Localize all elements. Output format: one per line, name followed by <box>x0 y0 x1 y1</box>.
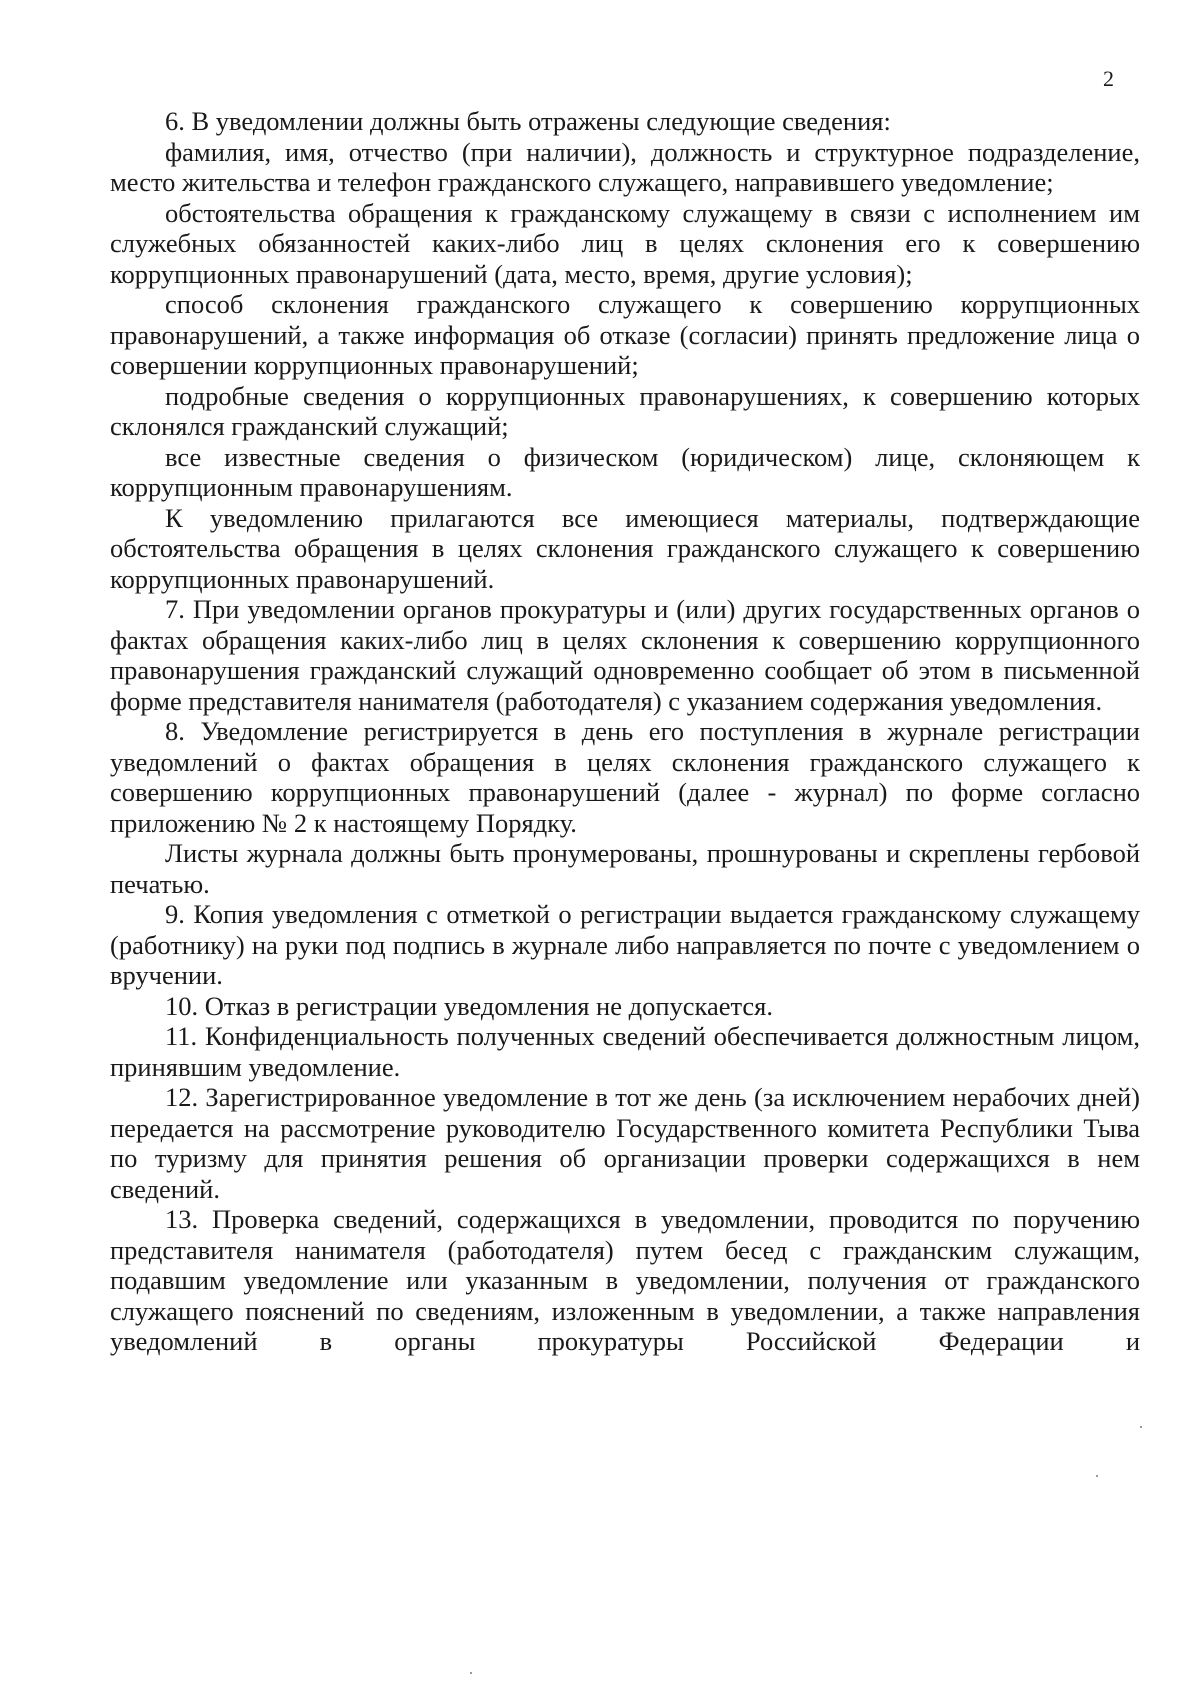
paragraph-10: 10. Отказ в регистрации уведомления не допускается. <box>165 990 773 1021</box>
paragraph-notice-fio: фамилия, имя, отчество (при наличии), должность и структурное подразделение, место жительства и телефон гражданского служащего, направившего уведомление; <box>110 136 1140 197</box>
page-number: 2 <box>1103 66 1114 91</box>
scan-speck <box>470 1672 472 1674</box>
paragraph-12: 12. Зарегистрированное уведомление в тот же день (за исключением нерабочих дней) передается на рассмотрение руководителю Государственного комитета Республики Тыва по туризму для принятия решения об организации проверки содержащихся в нем сведений. <box>110 1082 1140 1204</box>
paragraph-notice-details: подробные сведения о коррупционных правонарушениях, к совершению которых склонялся гражданский служащий; <box>110 380 1140 441</box>
document-body <box>110 106 1140 1357</box>
scan-speck <box>1096 1475 1098 1477</box>
paragraph-9: 9. Копия уведомления с отметкой о регистрации выдается гражданскому служащему (работнику) на руки под подпись в журнале либо направляется по почте с уведомлением о вручении. <box>110 899 1140 990</box>
paragraph-notice-circumstances: обстоятельства обращения к гражданскому служащему в связи с исполнением им служебных обязанностей каких-либо лиц в целях склонения его к совершению коррупционных правонарушений (дата, место, время, другие условия); <box>110 197 1140 289</box>
scan-speck <box>1140 1426 1142 1428</box>
paragraph-13: 13. Проверка сведений, содержащихся в уведомлении, проводится по поручению представителя нанимателя (работодателя) путем бесед с гражданским служащим, подавшим уведомление или указанным в уведомлении, получения от гражданского служащего пояснений по сведениям, изложенным в уведомлении, а также направления уведомлений в органы прокуратуры Российской Федерации и <box>110 1204 1140 1356</box>
paragraph-8: 8. Уведомление регистрируется в день его поступления в журнале регистрации уведомлений о фактах обращения в целях склонения гражданского служащего к совершению коррупционных правонарушений (далее - журнал) по форме согласно приложению № 2 к настоящему Порядку. <box>110 716 1140 838</box>
paragraph-notice-person: все известные сведения о физическом (юридическом) лице, склоняющем к коррупционным правонарушениям. <box>110 441 1140 502</box>
paragraph-11: 11. Конфиденциальность полученных сведений обеспечивается должностным лицом, принявшим уведомление. <box>110 1021 1140 1082</box>
paragraph-journal-sheets: Листы журнала должны быть пронумерованы, прошнурованы и скреплены гербовой печатью. <box>110 838 1140 899</box>
paragraph-6: 6. В уведомлении должны быть отражены следующие сведения: <box>165 106 891 136</box>
paragraph-notice-method: способ склонения гражданского служащего к совершению коррупционных правонарушений, а также информация об отказе (согласии) принять предложение лица о совершении коррупционных правонарушений; <box>110 289 1140 380</box>
paragraph-7: 7. При уведомлении органов прокуратуры и (или) других государственных органов о фактах обращения каких-либо лиц в целях склонения к совершению коррупционного правонарушения гражданский служащий одновременно сообщает об этом в письменной форме представителя нанимателя (работодателя) с указанием содержания уведомления. <box>110 594 1140 716</box>
paragraph-attachments: К уведомлению прилагаются все имеющиеся материалы, подтверждающие обстоятельства обращения в целях склонения гражданского служащего к совершению коррупционных правонарушений. <box>110 502 1140 594</box>
